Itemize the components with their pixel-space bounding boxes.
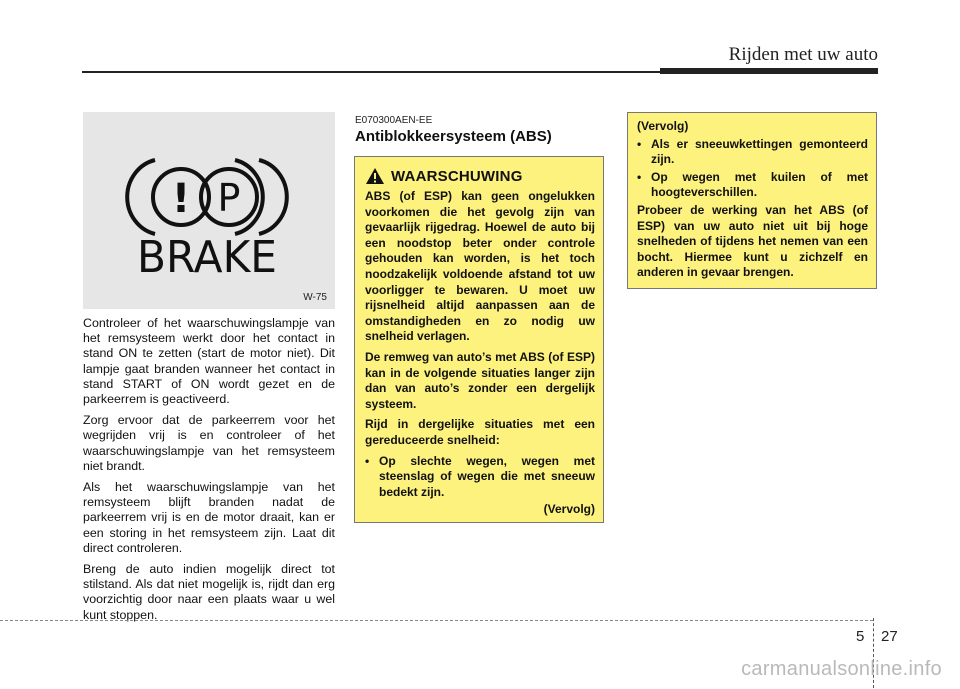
brake-warning-icon	[83, 112, 335, 309]
footer-rule	[0, 620, 873, 621]
paragraph: Als het waarschuwingslampje van het remsysteem blijft branden nadat de parkeerrem vrij is en de motor draait, kan er een storing in het remsysteem zijn. Laat dit direct controleren.	[83, 480, 335, 555]
section-number: 5	[856, 628, 865, 645]
brake-warning-figure	[83, 112, 335, 309]
section-title: Antiblokkeersysteem (ABS)	[355, 128, 552, 145]
continued-label: (Vervolg)	[543, 502, 595, 517]
warning-box	[354, 156, 604, 523]
running-header: Rijden met uw auto	[728, 44, 878, 65]
header-rule-thick	[660, 68, 878, 74]
page-number: 27	[881, 628, 898, 645]
warning-paragraph: Rijd in dergelijke situaties met een gereduceerde snelheid:	[365, 417, 595, 447]
paragraph: Controleer of het waarschuwingslampje van het remsysteem werkt door het contact in stand ON te zetten (start de motor niet). Dit lampje gaat branden wanneer het contact in stand START of ON wordt gezet en de parkeerrem is geactiveerd.	[83, 316, 335, 407]
warning-paragraph: De remweg van auto’s met ABS (of ESP) kan in de volgende situaties langer zijn dan van auto’s zonder een dergelijk systeem.	[365, 349, 595, 411]
bullet-dot-icon: •	[365, 453, 370, 468]
paragraph: Zorg ervoor dat de parkeerrem voor het wegrijden vrij is en controleer of het waarschuwingslampje van het remsysteem niet brandt.	[83, 413, 335, 473]
parking-p-symbol: P	[217, 176, 241, 220]
paragraph: Breng de auto indien mogelijk direct tot stilstand. Als dat niet mogelijk is, rijdt dan erg voorzichtig door naar een plaats waar u wel kunt stoppen.	[83, 562, 335, 622]
bullet-dot-icon: •	[637, 169, 642, 184]
continuation-box	[627, 112, 877, 289]
watermark: carmanualsonline.info	[741, 658, 942, 680]
list-item: • Op wegen met kuilen of met hoogteverschillen.	[637, 169, 868, 200]
warning-heading-text: WAARSCHUWING	[391, 167, 523, 185]
warning-paragraph: ABS (of ESP) kan geen ongelukken voorkomen die het gevolg zijn van gevaarlijk rijgedrag. Hoewel de auto bij een noodstop beter onder controle gehouden kan worden, is het toch noodzakelijk voldoende afstand tot uw voorligger te bewaren. U moet uw rijsnelheid altijd aanpassen aan de omstandigheden en zo nodig uw snelheid verlagen.	[365, 189, 595, 344]
warning-triangle-icon	[365, 167, 385, 185]
section-code: E070300AEN-EE	[355, 115, 433, 126]
continuation-paragraph: Probeer de werking van het ABS (of ESP) van uw auto niet uit bij hoge snelheden of tijdens het nemen van een bocht. Hiermee kunt u zichzelf en anderen in gevaar brengen.	[637, 202, 868, 280]
continuation-heading: (Vervolg)	[637, 119, 689, 133]
warning-heading	[365, 165, 595, 187]
list-item: • Op slechte wegen, wegen met steenslag of wegen die met sneeuw bedekt zijn.	[365, 453, 595, 499]
brake-word: BRAKE	[137, 232, 277, 283]
figure-code: W-75	[303, 292, 327, 303]
list-item: • Als er sneeuwkettingen gemonteerd zijn.	[637, 136, 868, 167]
header-rule	[82, 71, 662, 73]
exclaim-symbol: !	[171, 176, 191, 222]
left-column-text	[83, 316, 335, 629]
bullet-dot-icon: •	[637, 136, 642, 151]
